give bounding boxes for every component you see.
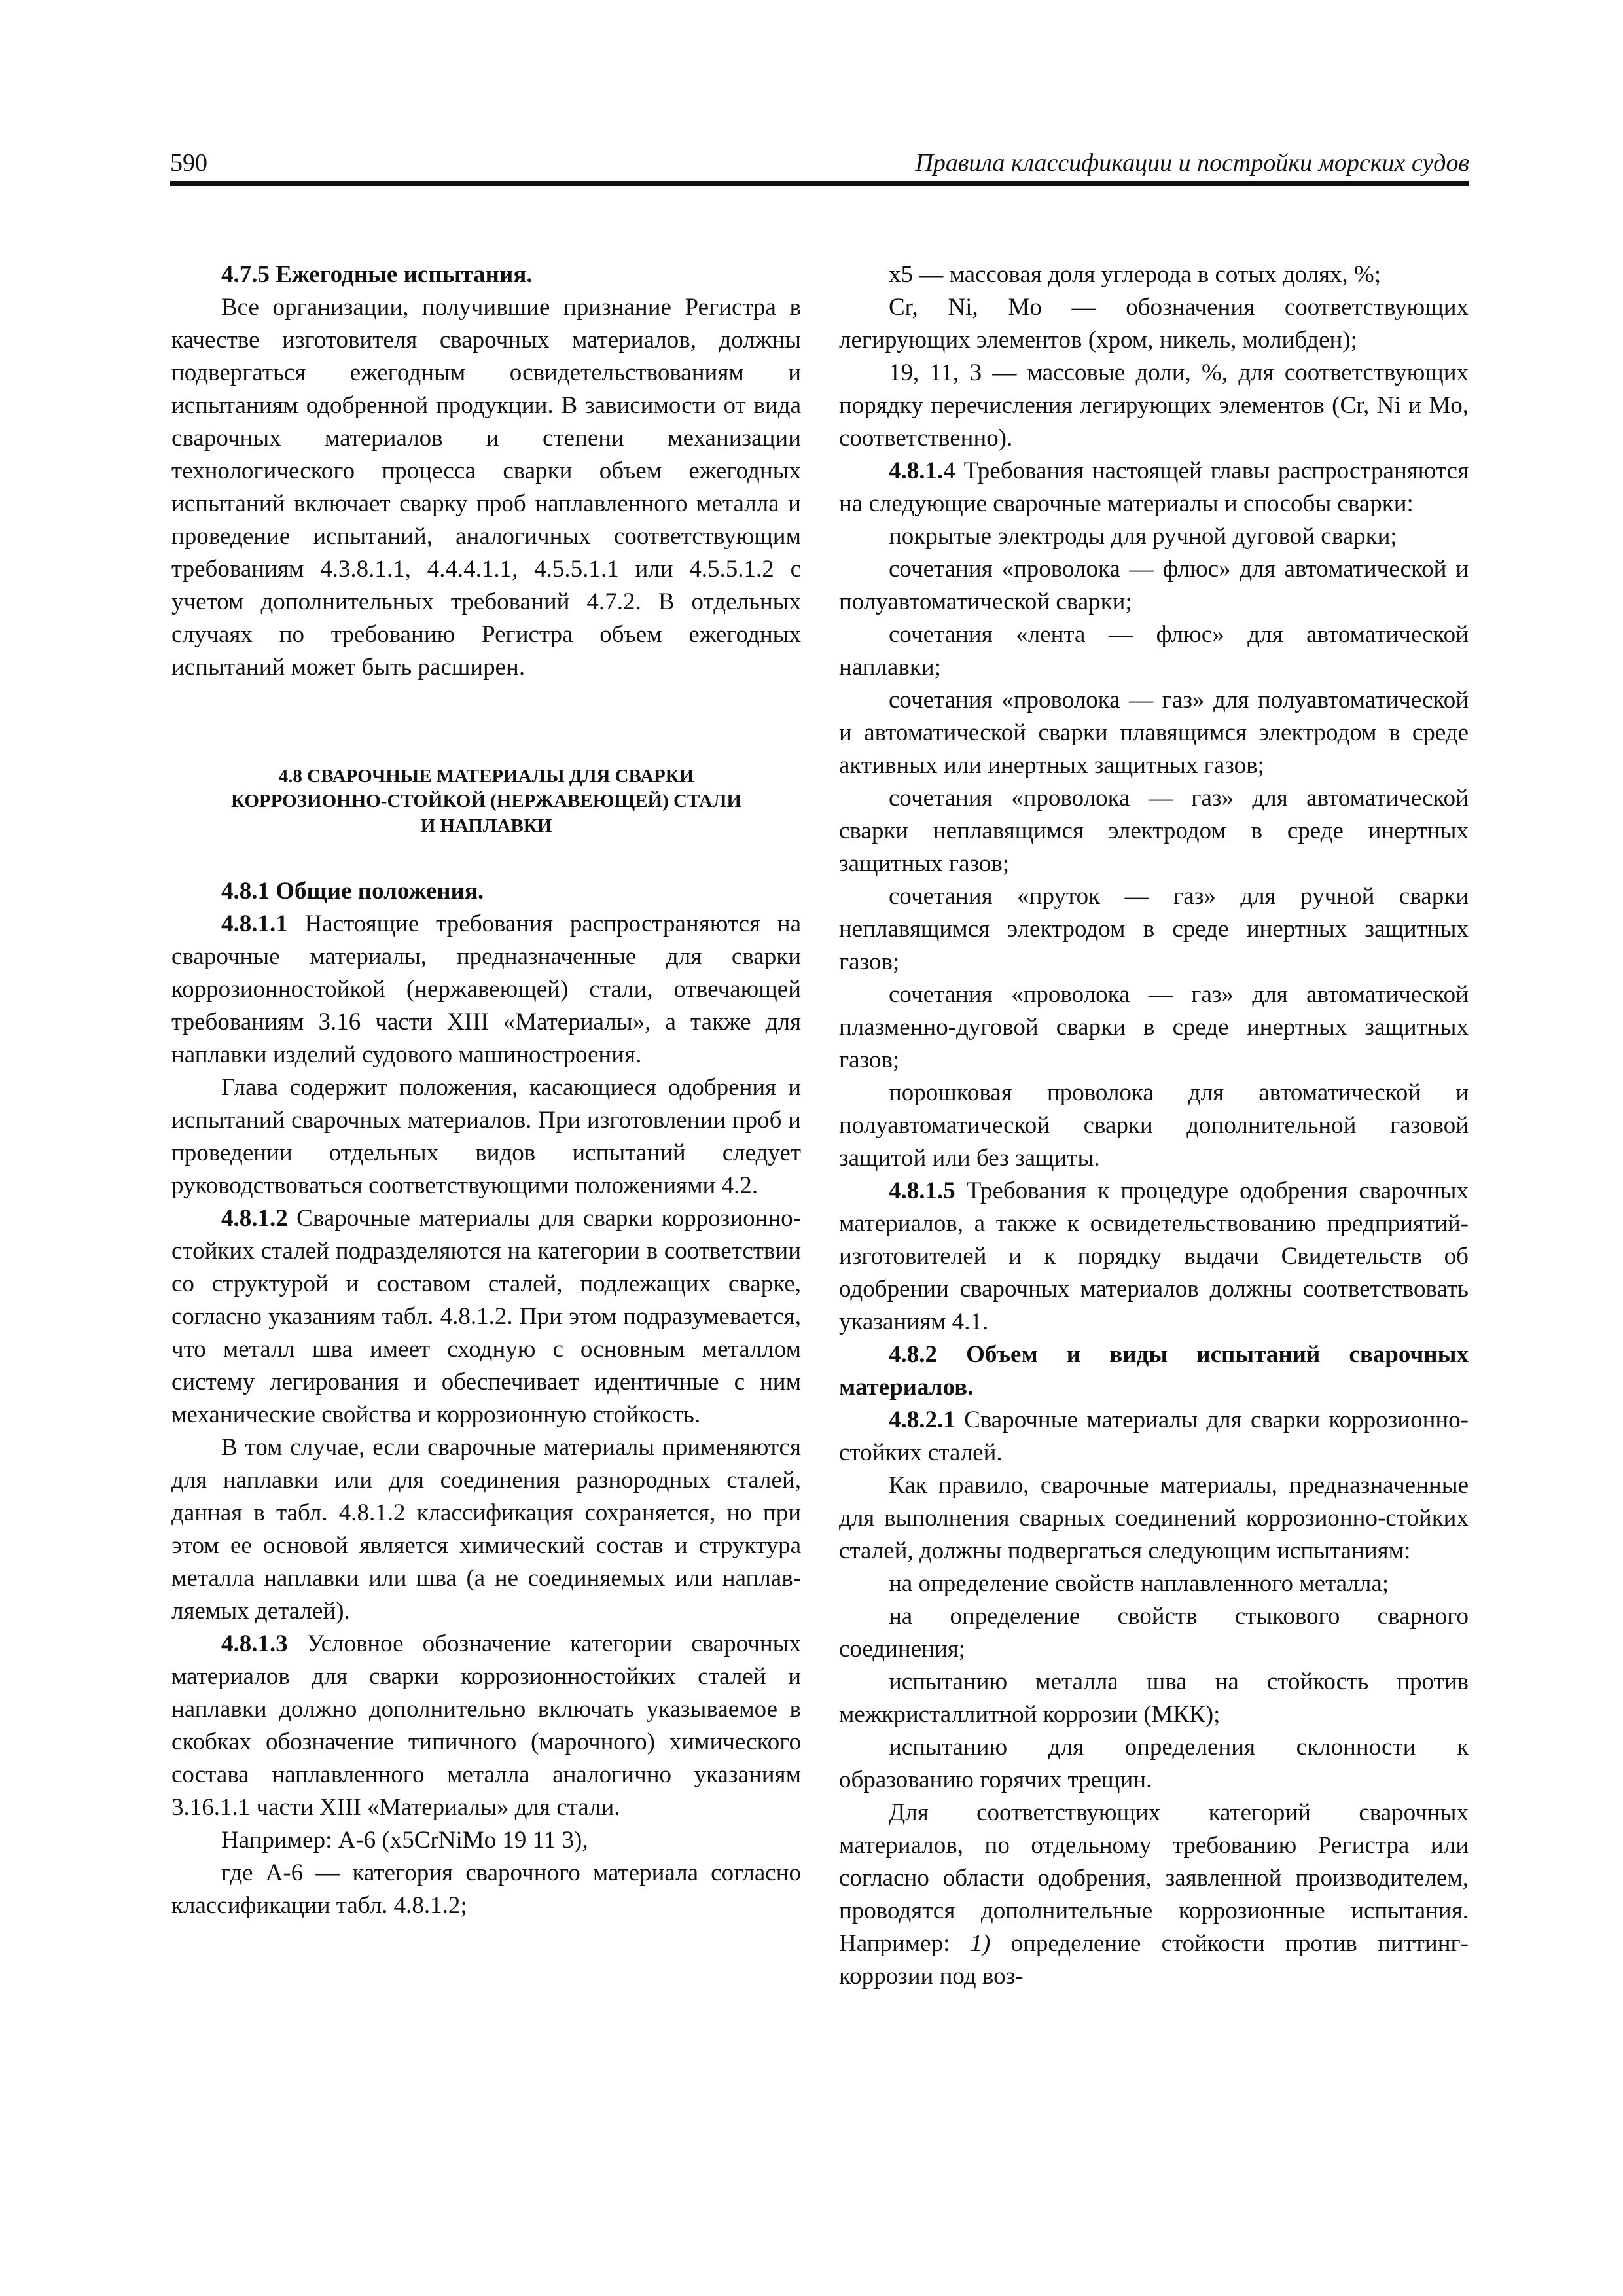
paragraph-4-8-1-2	[171, 1202, 801, 1431]
paragraph-text: Настоящие требования распространяются на сварочные материалы, предназначенные для сварки коррозионностойкой (нержавеющей) стали, отвечающей требованиям 3.16 части XIII «Материалы», а также для наплавки изделий судового машиностроения.	[171, 910, 801, 1068]
list-item: сочетания «проволока — флюс» для автоматической и полуавтоматической сварки;	[839, 556, 1469, 615]
paragraph-text: определение стойкости против питтинг-коррозии под воз-	[839, 1930, 1469, 1990]
paragraph-text: Требования настоящей главы распространяются на следующие сварочные материалы и способы сварки:	[839, 457, 1469, 517]
section-heading-line: 4.8 СВАРОЧНЫЕ МАТЕРИАЛЫ ДЛЯ СВАРКИ	[278, 766, 694, 787]
list-item: сочетания «пруток — газ» для ручной сварки неплавящимся электродом в среде инертных защитных газов;	[839, 883, 1469, 975]
definition-mass-fractions: 19, 11, 3 — массовые доли, %, для соответствующих порядку перечисления легирующих элементов (Cr, Ni и Mo, соответственно).	[839, 359, 1469, 452]
clause-number: 4.8.1.2	[221, 1205, 288, 1232]
list-item: порошковая проволока для автоматической и полуавтоматической сварки дополнительной газовой защитой или без защиты.	[839, 1079, 1469, 1172]
left-column	[171, 259, 801, 1922]
running-title: Правила классификации и постройки морских судов	[915, 149, 1469, 177]
definition-cr-ni-mo: Cr, Ni, Mo — обозначения соответствующих легирующих элементов (хром, никель, молибден);	[839, 294, 1469, 353]
paragraph-4-8-1-3	[171, 1628, 801, 1824]
section-heading-4-8	[171, 764, 801, 838]
definition-x5: x5 — массовая доля углерода в сотых долях, %;	[889, 261, 1382, 288]
list-item: сочетания «проволока — газ» для полуавтоматической и автоматической сварки плавящимся электродом в среде активных или инертных защитных газов;	[839, 687, 1469, 779]
clause-number: 4.8.2.1	[889, 1407, 955, 1433]
paragraph-text: Для соответствующих категорий сварочных материалов, по отдельному требованию Регистра или согласно области одобрения, заявленной производителем, проводятся дополнительные коррозионные испытания. Например:	[839, 1799, 1469, 1957]
page-header	[170, 141, 1469, 186]
paragraph-chapter-contents: Глава содержит положения, касающиеся одобрения и испытаний сварочных материалов. При изготовлении проб и проведении отдельных видов испытаний следует руководствоваться соответствующими положениями 4.2.	[171, 1074, 801, 1199]
right-column	[839, 259, 1469, 1993]
list-item: сочетания «проволока — газ» для автоматической плазменно-дуговой сварки в среде инертных защитных газов;	[839, 981, 1469, 1073]
subsection-heading-4-8-1: 4.8.1 Общие положения.	[221, 878, 484, 905]
paragraph-4-8-2-1	[839, 1404, 1469, 1469]
section-heading-line: И НАПЛАВКИ	[420, 816, 552, 836]
clause-number: 4.8.1.3	[221, 1630, 288, 1657]
paragraph-dissimilar-steels: В том случае, если сварочные материалы применяются для наплавки или для соединения разнородных сталей, данная в табл. 4.8.1.2 классификация сохраняется, но при этом ее основой является химический состав и структура металла наплавки или шва (а не соединяемых или наплав-ляемых деталей).	[171, 1434, 801, 1624]
paragraph-text: Сварочные материалы для сварки коррозионно-стойких сталей.	[839, 1407, 1469, 1466]
paragraph-4-8-1-1	[171, 908, 801, 1071]
paragraph-4-8-1-4	[839, 455, 1469, 520]
paragraph-text: Условное обозначение категории сварочных материалов для сварки коррозионностойких сталей и наплавки должно дополнительно включать указываемое в скобках обозначение типичного (марочного) химического состава наплавленного металла аналогично указаниям 3.16.1.1 части XIII «Материалы» для стали.	[171, 1630, 801, 1821]
list-item: сочетания «проволока — газ» для автоматической сварки неплавящимся электродом в среде инертных защитных газов;	[839, 785, 1469, 877]
paragraph-text: Требования к процедуре одобрения сварочных материалов, а также к освидетельствованию предприятий-изготовителей и к порядку выдачи Свидетельств об одобрении сварочных материалов должны соответствовать указаниям 4.1.	[839, 1177, 1469, 1335]
subsection-heading-4-8-2: 4.8.2 Объем и виды испытаний сварочных материалов.	[839, 1341, 1469, 1401]
clause-number: 4.8.1.1	[221, 910, 288, 937]
page-number: 590	[170, 149, 207, 177]
list-item: на определение свойств стыкового сварного соединения;	[839, 1603, 1469, 1662]
paragraph-additional-tests	[839, 1797, 1469, 1993]
list-item: на определение свойств наплавленного металла;	[889, 1570, 1389, 1597]
enumeration-marker: 1)	[970, 1930, 991, 1957]
clause-number: 4.8.1.5	[889, 1177, 955, 1204]
subsection-heading-4-7-5: 4.7.5 Ежегодные испытания.	[221, 261, 533, 288]
clause-number-suffix: 4	[943, 457, 955, 484]
list-item: испытанию металла шва на стойкость против межкристаллитной коррозии (МКК);	[839, 1668, 1469, 1728]
clause-number: 4.8.1.	[889, 457, 944, 484]
paragraph-example: Например: A-6 (x5CrNiMo 19 11 3),	[221, 1827, 588, 1854]
paragraph-4-8-1-5	[839, 1175, 1469, 1338]
paragraph-text: Сварочные материалы для сварки коррозионно-стойких сталей подразделяются на категории в соответствии со структурой и составом сталей, подлежащих сварке, согласно указаниям табл. 4.8.1.2. При этом подразумевается, что металл шва имеет сходную с основным металлом систему легирования и обеспечивает идентичные с ним механические свойства и коррозионную стойкость.	[171, 1205, 801, 1428]
paragraph-annual-tests: Все организации, получившие признание Регистра в качестве изготовителя сварочных материалов, должны подвергаться ежегодным освидетельствованиям и испытаниям одобренной продукции. В зависимости от вида сварочных материалов и степени механизации технологического процесса сварки объем ежегодных испытаний включает сварку проб наплавленного металла и проведение испытаний, аналогичных соответствующим требованиям 4.3.8.1.1, 4.4.4.1.1, 4.5.5.1.1 или 4.5.5.1.2 с учетом дополнительных требований 4.7.2. В отдельных случаях по требованию Регистра объем ежегодных испытаний может быть расширен.	[171, 294, 801, 681]
list-item: сочетания «лента — флюс» для автоматической наплавки;	[839, 621, 1469, 681]
section-heading-line: КОРРОЗИОННО-СТОЙКОЙ (НЕРЖАВЕЮЩЕЙ) СТАЛИ	[231, 791, 741, 812]
paragraph-where: где А-6 — категория сварочного материала согласно классификации табл. 4.8.1.2;	[171, 1859, 801, 1919]
list-item: испытанию для определения склонности к образованию горячих трещин.	[839, 1734, 1469, 1793]
paragraph-as-a-rule: Как правило, сварочные материалы, предназначенные для выполнения сварных соединений коррозионно-стойких сталей, должны подвергаться следующим испытаниям:	[839, 1472, 1469, 1564]
list-item: покрытые электроды для ручной дуговой сварки;	[889, 523, 1397, 550]
